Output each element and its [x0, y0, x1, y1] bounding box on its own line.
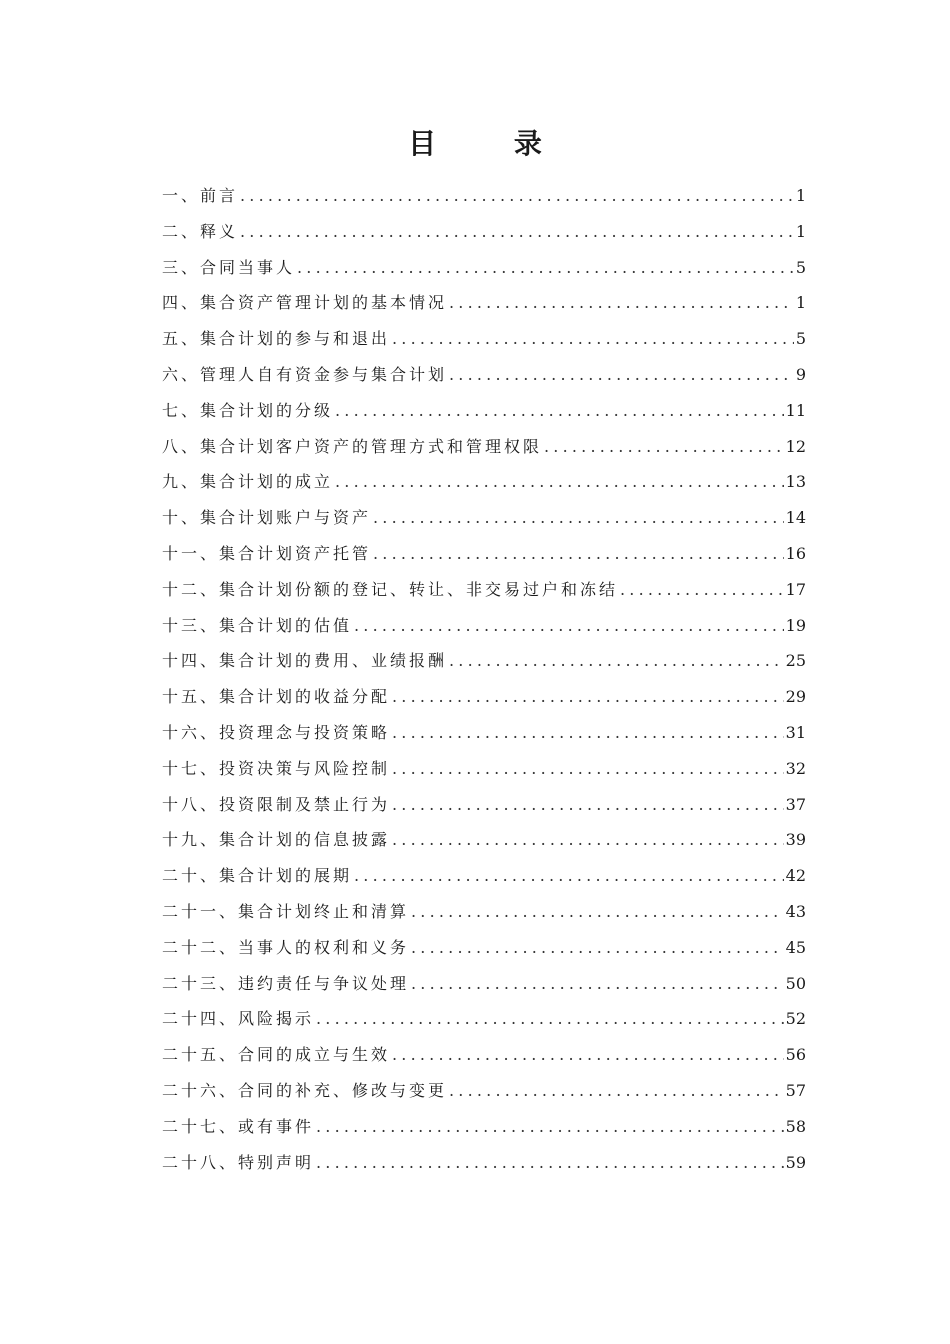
toc-dot-leader: [314, 1109, 784, 1145]
toc-dot-leader: [295, 250, 794, 286]
toc-dot-leader: [238, 214, 794, 250]
toc-entry[interactable]: [162, 715, 806, 751]
toc-dot-leader: [409, 966, 784, 1002]
toc-entry-label: 二十四、风险揭示: [162, 1009, 315, 1029]
toc-entry-label: 七、集合计划的分级: [162, 400, 334, 420]
toc-entry[interactable]: [162, 250, 806, 286]
toc-entry[interactable]: [162, 429, 806, 465]
toc-dot-leader: [618, 572, 784, 608]
toc-entry-label: 二十七、或有事件: [162, 1116, 315, 1136]
toc-entry-label: 八、集合计划客户资产的管理方式和管理权限: [162, 436, 543, 456]
toc-entry[interactable]: [162, 751, 806, 787]
toc-entry[interactable]: [162, 393, 806, 429]
toc-entry-page-number: 19: [785, 615, 806, 635]
toc-dot-leader: [447, 1073, 784, 1109]
toc-entry-page-number: 52: [785, 1009, 806, 1029]
toc-dot-leader: [371, 536, 784, 572]
toc-entry-label: 十三、集合计划的估值: [162, 615, 353, 635]
toc-entry[interactable]: [162, 894, 806, 930]
toc-dot-leader: [390, 321, 794, 357]
toc-entry-page-number: 5: [795, 329, 806, 349]
toc-entry[interactable]: [162, 608, 806, 644]
toc-entry-page-number: 12: [785, 436, 806, 456]
toc-dot-leader: [447, 285, 794, 321]
toc-dot-leader: [409, 894, 784, 930]
table-of-contents: [162, 178, 806, 1180]
toc-entry-label: 十五、集合计划的收益分配: [162, 687, 391, 707]
toc-entry-page-number: 56: [785, 1045, 806, 1065]
toc-entry-label: 四、集合资产管理计划的基本情况: [162, 293, 448, 313]
toc-dot-leader: [314, 1145, 784, 1181]
toc-entry-page-number: 58: [785, 1116, 806, 1136]
toc-entry-label: 二十六、合同的补充、修改与变更: [162, 1080, 448, 1100]
toc-entry-label: 十六、投资理念与投资策略: [162, 722, 391, 742]
toc-entry-label: 二十一、集合计划终止和清算: [162, 901, 410, 921]
toc-entry[interactable]: [162, 930, 806, 966]
toc-entry[interactable]: [162, 500, 806, 536]
toc-dot-leader: [333, 393, 784, 429]
toc-dot-leader: [447, 357, 794, 393]
toc-dot-leader: [447, 643, 784, 679]
toc-entry-page-number: 43: [785, 901, 806, 921]
toc-entry-page-number: 50: [785, 973, 806, 993]
toc-entry-label: 二十、集合计划的展期: [162, 866, 353, 886]
toc-entry-label: 十一、集合计划资产托管: [162, 543, 372, 563]
toc-entry[interactable]: [162, 1109, 806, 1145]
toc-dot-leader: [371, 500, 784, 536]
toc-entry[interactable]: [162, 1073, 806, 1109]
toc-dot-leader: [390, 679, 784, 715]
toc-entry[interactable]: [162, 643, 806, 679]
toc-entry-label: 五、集合计划的参与和退出: [162, 329, 391, 349]
toc-entry[interactable]: [162, 1037, 806, 1073]
toc-entry[interactable]: [162, 858, 806, 894]
toc-entry-page-number: 5: [795, 257, 806, 277]
toc-entry-page-number: 37: [785, 794, 806, 814]
toc-entry-page-number: 11: [785, 400, 806, 420]
toc-entry-label: 一、前言: [162, 186, 239, 205]
toc-entry[interactable]: [162, 822, 806, 858]
toc-entry[interactable]: [162, 536, 806, 572]
toc-dot-leader: [333, 464, 784, 500]
toc-dot-leader: [409, 930, 784, 966]
toc-dot-leader: [352, 858, 784, 894]
toc-entry-page-number: 39: [785, 830, 806, 850]
toc-entry[interactable]: [162, 357, 806, 393]
toc-entry-page-number: 29: [785, 687, 806, 707]
toc-dot-leader: [352, 608, 784, 644]
toc-entry-page-number: 57: [785, 1080, 806, 1100]
toc-entry[interactable]: [162, 285, 806, 321]
toc-entry[interactable]: [162, 1001, 806, 1037]
toc-entry-label: 十、集合计划账户与资产: [162, 508, 372, 528]
toc-entry-label: 二十五、合同的成立与生效: [162, 1045, 391, 1065]
toc-entry-label: 十七、投资决策与风险控制: [162, 758, 391, 778]
toc-entry-label: 二十二、当事人的权利和义务: [162, 937, 410, 957]
toc-entry-page-number: 1: [795, 221, 806, 241]
toc-entry-page-number: 17: [785, 579, 806, 599]
toc-dot-leader: [314, 1001, 784, 1037]
toc-entry-label: 十二、集合计划份额的登记、转让、非交易过户和冻结: [162, 579, 619, 599]
toc-entry[interactable]: [162, 787, 806, 823]
toc-entry[interactable]: [162, 679, 806, 715]
toc-entry-label: 三、合同当事人: [162, 257, 296, 277]
toc-entry-page-number: 14: [785, 508, 806, 528]
toc-entry-label: 二十八、特别声明: [162, 1152, 315, 1172]
toc-entry-label: 十九、集合计划的信息披露: [162, 830, 391, 850]
toc-entry[interactable]: [162, 214, 806, 250]
page-title: 目 录: [408, 127, 576, 160]
toc-entry-page-number: 45: [785, 937, 806, 957]
toc-entry-page-number: 32: [785, 758, 806, 778]
toc-dot-leader: [390, 822, 784, 858]
toc-entry-label: 六、管理人自有资金参与集合计划: [162, 364, 448, 384]
toc-entry-page-number: 59: [785, 1152, 806, 1172]
toc-dot-leader: [390, 715, 784, 751]
toc-entry[interactable]: [162, 572, 806, 608]
toc-entry[interactable]: [162, 1145, 806, 1181]
toc-dot-leader: [238, 178, 794, 214]
toc-entry-page-number: 25: [785, 651, 806, 671]
toc-entry[interactable]: [162, 966, 806, 1002]
toc-entry-label: 二、释义: [162, 221, 239, 241]
toc-entry-page-number: 16: [785, 543, 806, 563]
toc-entry[interactable]: [162, 321, 806, 357]
toc-dot-leader: [390, 787, 784, 823]
toc-dot-leader: [390, 1037, 784, 1073]
toc-entry-label: 九、集合计划的成立: [162, 472, 334, 492]
toc-dot-leader: [390, 751, 784, 787]
toc-entry[interactable]: [162, 464, 806, 500]
toc-entry-page-number: 1: [795, 293, 806, 313]
toc-entry-page-number: 9: [795, 364, 806, 384]
toc-entry-page-number: 31: [785, 722, 806, 742]
toc-entry-page-number: 13: [785, 472, 806, 492]
toc-entry[interactable]: [162, 178, 806, 214]
toc-entry-page-number: 1: [795, 186, 806, 205]
toc-entry-page-number: 42: [785, 866, 806, 886]
toc-entry-label: 十四、集合计划的费用、业绩报酬: [162, 651, 448, 671]
toc-dot-leader: [542, 429, 784, 465]
toc-entry-label: 二十三、违约责任与争议处理: [162, 973, 410, 993]
toc-entry-label: 十八、投资限制及禁止行为: [162, 794, 391, 814]
